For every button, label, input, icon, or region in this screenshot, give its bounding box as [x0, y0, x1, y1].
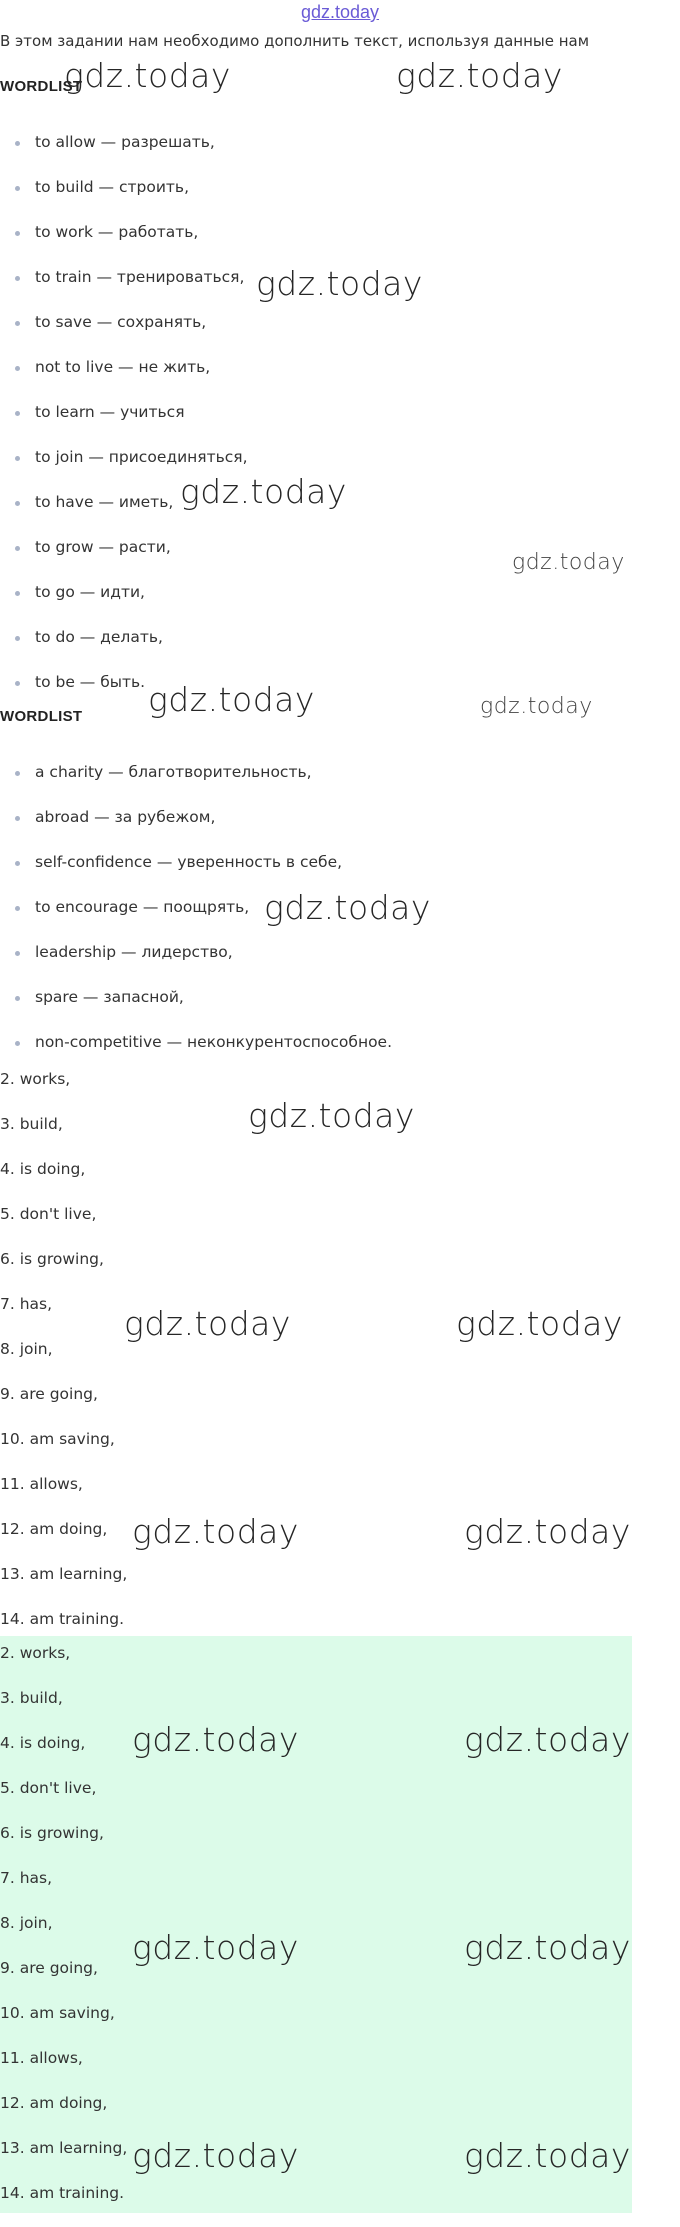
- list-item: leadership — лидерство,: [0, 941, 392, 986]
- list-item: to build — строить,: [0, 176, 248, 221]
- watermark: gdz.today: [148, 680, 315, 719]
- answer-row: 7. has,: [0, 1869, 53, 1887]
- answer-row: 8. join,: [0, 1340, 53, 1358]
- wordlist-heading-1: WORDLIST: [0, 78, 83, 95]
- answer-row: 11. allows,: [0, 2049, 83, 2067]
- answer-row: 10. am saving,: [0, 1430, 115, 1448]
- watermark: gdz.today: [480, 694, 593, 719]
- answer-row: 9. are going,: [0, 1385, 98, 1403]
- answers-list: [0, 1068, 127, 1653]
- watermark: gdz.today: [132, 1720, 299, 1759]
- answer-row: 3. build,: [0, 1689, 63, 1707]
- answer-row: 8. join,: [0, 1914, 53, 1932]
- list-item: to encourage — поощрять,: [0, 896, 392, 941]
- site-logo[interactable]: gdz.today: [300, 2, 380, 22]
- list-item: to join — присоединяться,: [0, 446, 248, 491]
- watermark: gdz.today: [64, 56, 231, 95]
- answer-row: 6. is growing,: [0, 1824, 104, 1842]
- watermark: gdz.today: [248, 1096, 415, 1135]
- list-item: abroad — за рубежом,: [0, 806, 392, 851]
- answer-row: 12. am doing,: [0, 1520, 108, 1538]
- answer-row: 13. am learning,: [0, 1565, 128, 1583]
- watermark: gdz.today: [464, 2136, 631, 2175]
- watermark: gdz.today: [464, 1720, 631, 1759]
- watermark: gdz.today: [132, 2136, 299, 2175]
- list-item: spare — запасной,: [0, 986, 392, 1031]
- list-item: to go — идти,: [0, 581, 248, 626]
- list-item: to do — делать,: [0, 626, 248, 671]
- watermark: gdz.today: [464, 1928, 631, 1967]
- answer-row: 14. am training.: [0, 2184, 125, 2202]
- watermark: gdz.today: [132, 1928, 299, 1967]
- list-item: to allow — разрешать,: [0, 131, 248, 176]
- wordlist-heading-2: WORDLIST: [0, 708, 83, 725]
- intro-text: В этом задании нам необходимо дополнить текст, используя данные нам: [0, 32, 590, 50]
- answer-row: 2. works,: [0, 1644, 71, 1662]
- watermark: gdz.today: [256, 264, 423, 303]
- watermark: gdz.today: [512, 550, 625, 575]
- answers-list-highlighted: [0, 1642, 127, 2227]
- watermark: gdz.today: [264, 888, 431, 927]
- list-item: to learn — учиться: [0, 401, 248, 446]
- list-item: not to live — не жить,: [0, 356, 248, 401]
- list-item: to train — тренироваться,: [0, 266, 248, 311]
- list-item: to grow — расти,: [0, 536, 248, 581]
- answer-row: 5. don't live,: [0, 1779, 97, 1797]
- answer-row: 3. build,: [0, 1115, 63, 1133]
- answer-row: 10. am saving,: [0, 2004, 115, 2022]
- list-item: to be — быть.: [0, 671, 248, 716]
- watermark: gdz.today: [180, 472, 347, 511]
- list-item: to have — иметь,: [0, 491, 248, 536]
- watermark: gdz.today: [464, 1512, 631, 1551]
- wordlist-1: [0, 131, 248, 716]
- list-item: non-competitive — неконкурентоспособное.: [0, 1031, 392, 1076]
- answer-row: 6. is growing,: [0, 1250, 104, 1268]
- answer-row: 12. am doing,: [0, 2094, 108, 2112]
- answer-row: 11. allows,: [0, 1475, 83, 1493]
- answer-row: 14. am training.: [0, 1610, 125, 1628]
- list-item: self-confidence — уверенность в себе,: [0, 851, 392, 896]
- list-item: to save — сохранять,: [0, 311, 248, 356]
- answer-row: 7. has,: [0, 1295, 53, 1313]
- watermark: gdz.today: [124, 1304, 291, 1343]
- answer-row: 13. am learning,: [0, 2139, 128, 2157]
- answer-row: 5. don't live,: [0, 1205, 97, 1223]
- watermark: gdz.today: [396, 56, 563, 95]
- answer-row: 4. is doing,: [0, 1734, 86, 1752]
- watermark: gdz.today: [456, 1304, 623, 1343]
- watermark: gdz.today: [132, 1512, 299, 1551]
- answer-row: 2. works,: [0, 1070, 71, 1088]
- answer-row: 4. is doing,: [0, 1160, 86, 1178]
- list-item: a charity — благотворительность,: [0, 761, 392, 806]
- list-item: to work — работать,: [0, 221, 248, 266]
- answer-row: 9. are going,: [0, 1959, 98, 1977]
